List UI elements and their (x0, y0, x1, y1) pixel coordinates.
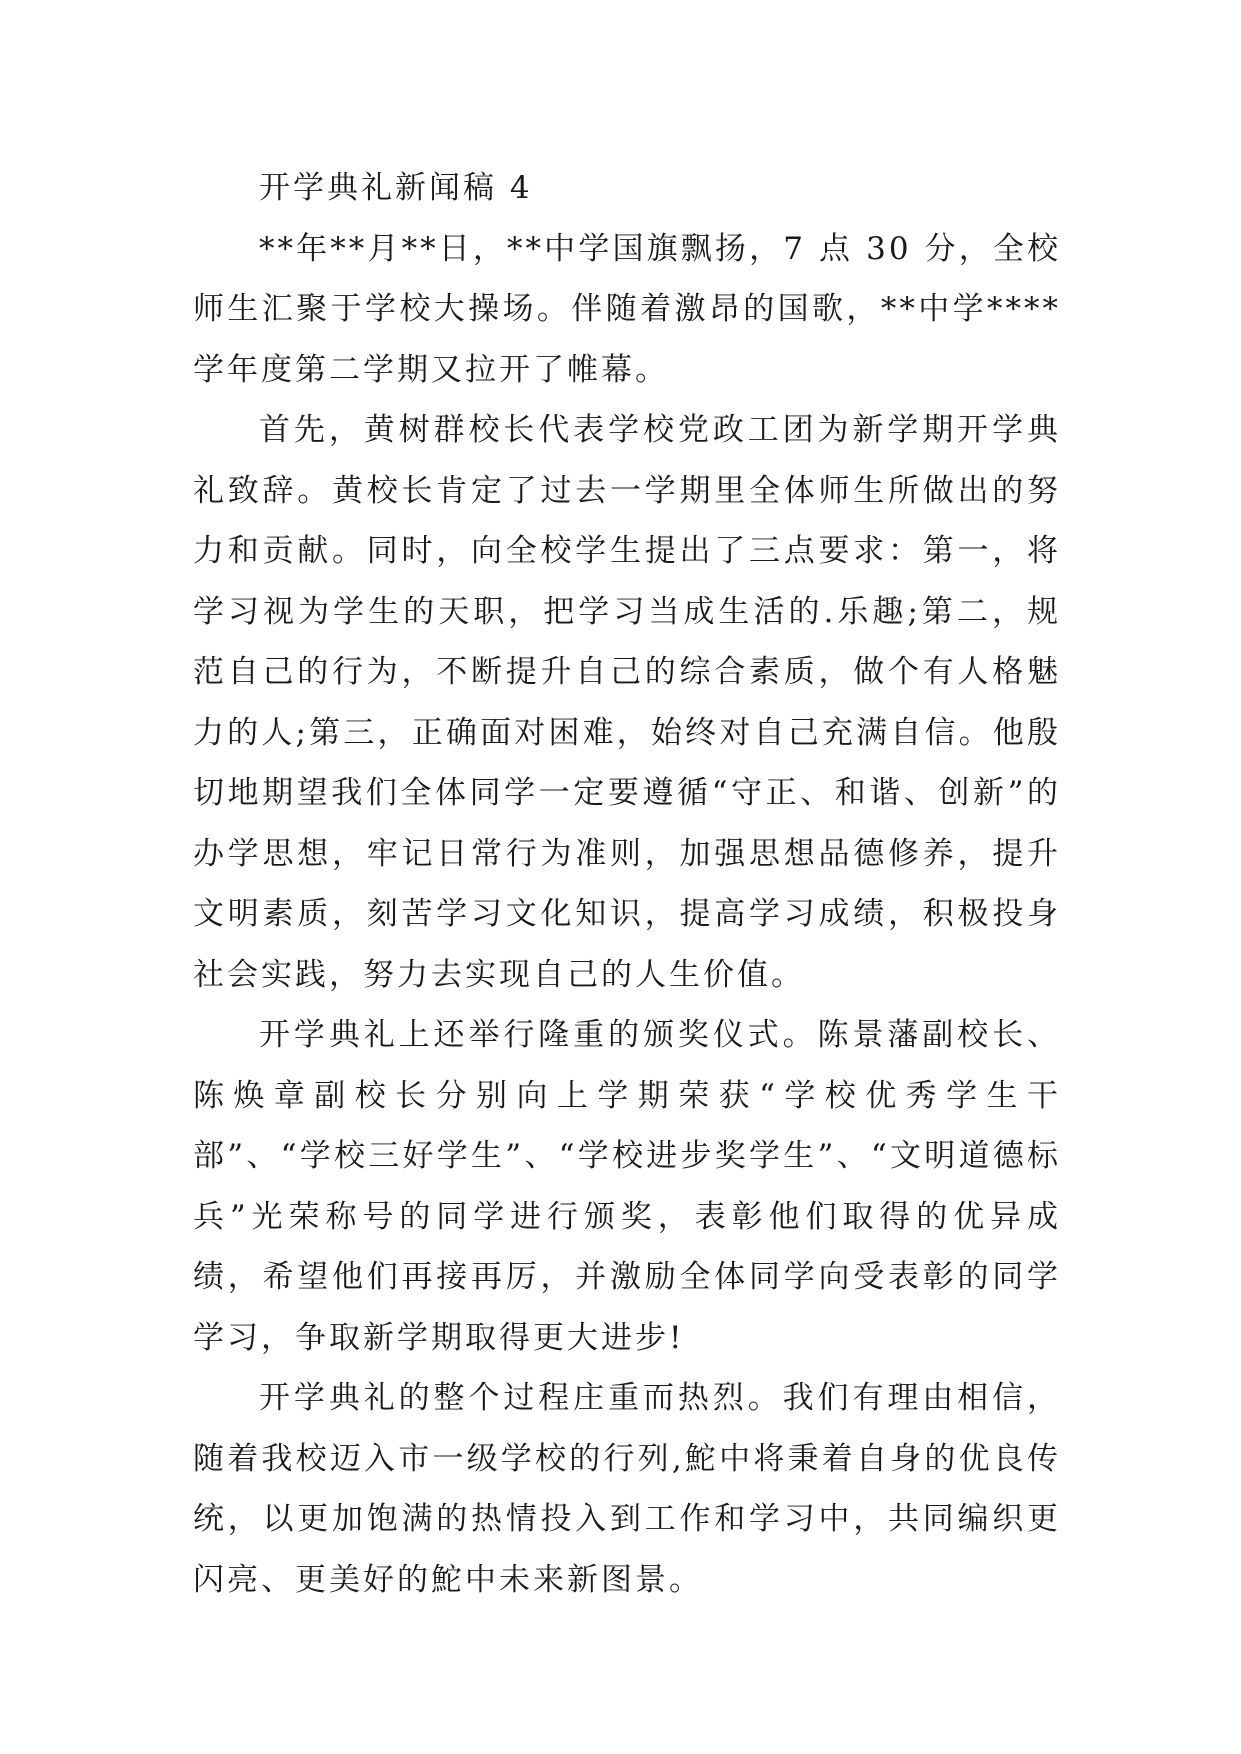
article-title: 开学典礼新闻稿 4 (259, 170, 533, 206)
paragraph-principal-speech: 首先，黄树群校长代表学校党政工团为新学期开学典礼致辞。黄校长肯定了过去一学期里全体师生所做出的努力和贡献。同时，向全校学生提出了三点要求：第一，将学习视为学生的天职，把学习当成生活的.乐趣;第二，规范自己的行为，不断提升自己的综合素质，做个有人格魅力的人;第三，正确面对困难，始终对自己充满自信。他殷切地期望我们全体同学一定要遵循“守正、和谐、创新”的办学思想，牢记日常行为准则，加强思想品德修养，提升文明素质，刻苦学习文化知识，提高学习成绩，积极投身社会实践，努力去实现自己的人生价值。 (193, 412, 1061, 993)
paragraph-opening: **年**月**日，**中学国旗飘扬，7 点 30 分，全校师生汇聚于学校大操场。伴随着激昂的国歌，**中学****学年度第二学期又拉开了帷幕。 (193, 230, 1061, 388)
article-body (193, 158, 1061, 1610)
paragraph-closing: 开学典礼的整个过程庄重而热烈。我们有理由相信，随着我校迈入市一级学校的行列,鮀中将秉着自身的优良传统，以更加饱满的热情投入到工作和学习中，共同编织更闪亮、更美好的鮀中未来新图景。 (193, 1380, 1061, 1598)
paragraph-award-ceremony: 开学典礼上还举行隆重的颁奖仪式。陈景藩副校长、陈焕章副校长分别向上学期荣获“学校优秀学生干部”、“学校三好学生”、“学校进步奖学生”、“文明道德标兵”光荣称号的同学进行颁奖，表彰他们取得的优异成绩，希望他们再接再厉，并激励全体同学向受表彰的同学学习，争取新学期取得更大进步! (193, 1017, 1061, 1356)
